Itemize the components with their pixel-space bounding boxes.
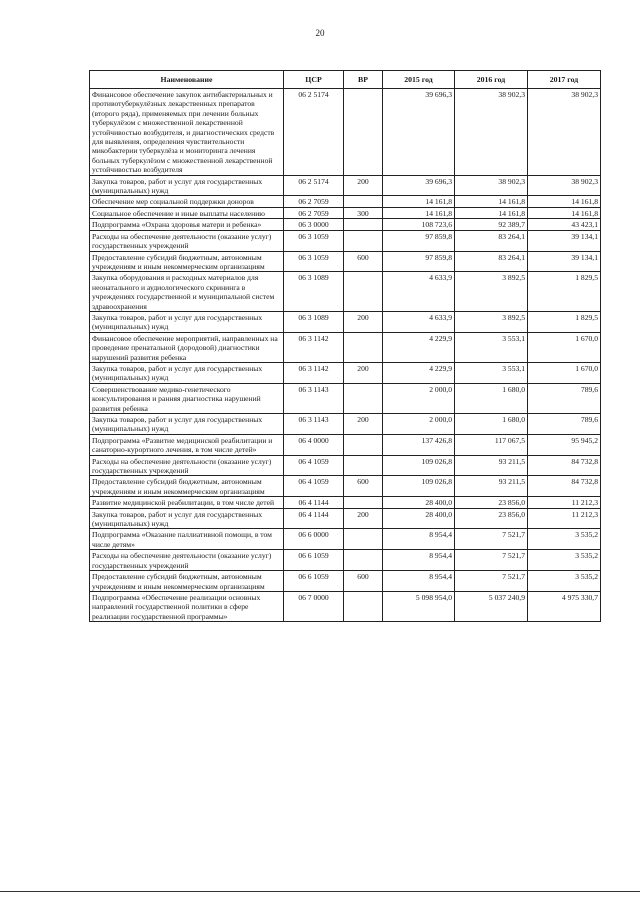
cell-name: Расходы на обеспечение деятельности (оказание услуг) государственных учреждений bbox=[90, 550, 284, 571]
cell-vr bbox=[344, 455, 383, 476]
cell-vr bbox=[344, 434, 383, 455]
table-row bbox=[90, 383, 601, 413]
cell-2015: 4 229,9 bbox=[383, 332, 455, 362]
cell-csr: 06 3 1089 bbox=[284, 272, 344, 312]
cell-2016: 23 856,0 bbox=[455, 508, 528, 529]
cell-csr: 06 3 1143 bbox=[284, 383, 344, 413]
cell-name: Закупка оборудования и расходных материалов для неонатального и аудиологического скрининга в учреждениях государственной и муниципальной систем здравоохранения bbox=[90, 272, 284, 312]
cell-name: Социальное обеспечение и иные выплаты населению bbox=[90, 207, 284, 218]
cell-name: Подпрограмма «Оказание паллиативной помощи, в том числе детям» bbox=[90, 529, 284, 550]
table-row bbox=[90, 434, 601, 455]
cell-name: Развитие медицинской реабилитации, в том числе детей bbox=[90, 497, 284, 508]
cell-2016: 1 680,0 bbox=[455, 383, 528, 413]
cell-2015: 4 633,9 bbox=[383, 272, 455, 312]
cell-vr bbox=[344, 591, 383, 621]
header-2017: 2017 год bbox=[528, 71, 601, 89]
cell-vr bbox=[344, 219, 383, 230]
cell-name: Закупка товаров, работ и услуг для государственных (муниципальных) нужд bbox=[90, 414, 284, 435]
cell-csr: 06 2 7059 bbox=[284, 196, 344, 207]
cell-2015: 2 000,0 bbox=[383, 383, 455, 413]
cell-2016: 7 521,7 bbox=[455, 571, 528, 592]
cell-vr: 600 bbox=[344, 476, 383, 497]
cell-2015: 2 000,0 bbox=[383, 414, 455, 435]
cell-2015: 108 723,6 bbox=[383, 219, 455, 230]
cell-2016: 117 067,5 bbox=[455, 434, 528, 455]
cell-csr: 06 2 5174 bbox=[284, 175, 344, 196]
page-number: 20 bbox=[315, 28, 325, 38]
cell-2015: 109 026,8 bbox=[383, 476, 455, 497]
budget-table bbox=[89, 70, 601, 622]
cell-2016: 3 553,1 bbox=[455, 332, 528, 362]
cell-2016: 3 892,5 bbox=[455, 311, 528, 332]
cell-vr: 600 bbox=[344, 571, 383, 592]
header-2016: 2016 год bbox=[455, 71, 528, 89]
cell-2016: 92 389,7 bbox=[455, 219, 528, 230]
cell-name: Подпрограмма «Обеспечение реализации основных направлений государственной политики в сфере реализации государственной программы» bbox=[90, 591, 284, 621]
cell-name: Расходы на обеспечение деятельности (оказание услуг) государственных учреждений bbox=[90, 455, 284, 476]
cell-name: Обеспечение мер социальной поддержки доноров bbox=[90, 196, 284, 207]
cell-2015: 137 426,8 bbox=[383, 434, 455, 455]
table-row bbox=[90, 414, 601, 435]
cell-vr: 200 bbox=[344, 362, 383, 383]
cell-2015: 4 229,9 bbox=[383, 362, 455, 383]
cell-2017: 3 535,2 bbox=[528, 529, 601, 550]
cell-vr: 200 bbox=[344, 414, 383, 435]
cell-name: Подпрограмма «Развитие медицинской реабилитации и санаторно-курортного лечения, в том числе детей» bbox=[90, 434, 284, 455]
cell-csr: 06 2 5174 bbox=[284, 89, 344, 176]
table-row bbox=[90, 332, 601, 362]
cell-csr: 06 4 1059 bbox=[284, 476, 344, 497]
cell-2017: 1 829,5 bbox=[528, 272, 601, 312]
table-row bbox=[90, 89, 601, 176]
cell-2016: 93 211,5 bbox=[455, 455, 528, 476]
cell-vr bbox=[344, 196, 383, 207]
cell-2016: 23 856,0 bbox=[455, 497, 528, 508]
cell-2016: 38 902,3 bbox=[455, 175, 528, 196]
cell-name: Расходы на обеспечение деятельности (оказание услуг) государственных учреждений bbox=[90, 230, 284, 251]
cell-2015: 109 026,8 bbox=[383, 455, 455, 476]
cell-2017: 1 829,5 bbox=[528, 311, 601, 332]
header-vr: ВР bbox=[344, 71, 383, 89]
cell-2017: 3 535,2 bbox=[528, 571, 601, 592]
cell-2017: 789,6 bbox=[528, 383, 601, 413]
table-row bbox=[90, 497, 601, 508]
cell-2017: 39 134,1 bbox=[528, 251, 601, 272]
cell-vr bbox=[344, 230, 383, 251]
cell-2016: 38 902,3 bbox=[455, 89, 528, 176]
cell-vr: 200 bbox=[344, 175, 383, 196]
cell-csr: 06 6 0000 bbox=[284, 529, 344, 550]
cell-name: Подпрограмма «Охрана здоровья матери и ребенка» bbox=[90, 219, 284, 230]
table-row bbox=[90, 175, 601, 196]
cell-csr: 06 3 0000 bbox=[284, 219, 344, 230]
cell-2017: 38 902,3 bbox=[528, 89, 601, 176]
table-row bbox=[90, 550, 601, 571]
cell-name: Закупка товаров, работ и услуг для государственных (муниципальных) нужд bbox=[90, 175, 284, 196]
cell-2017: 95 945,2 bbox=[528, 434, 601, 455]
cell-2015: 14 161,8 bbox=[383, 196, 455, 207]
cell-csr: 06 4 1144 bbox=[284, 497, 344, 508]
cell-2016: 3 553,1 bbox=[455, 362, 528, 383]
table-row bbox=[90, 251, 601, 272]
cell-2017: 11 212,3 bbox=[528, 508, 601, 529]
cell-2016: 14 161,8 bbox=[455, 196, 528, 207]
cell-2015: 4 633,9 bbox=[383, 311, 455, 332]
cell-name: Финансовое обеспечение мероприятий, направленных на проведение пренатальной (дородовой) диагностики нарушений развития ребенка bbox=[90, 332, 284, 362]
table-row bbox=[90, 455, 601, 476]
cell-csr: 06 3 1089 bbox=[284, 311, 344, 332]
table-row bbox=[90, 529, 601, 550]
cell-name: Закупка товаров, работ и услуг для государственных (муниципальных) нужд bbox=[90, 508, 284, 529]
cell-2017: 3 535,2 bbox=[528, 550, 601, 571]
cell-2017: 11 212,3 bbox=[528, 497, 601, 508]
cell-2015: 39 696,3 bbox=[383, 175, 455, 196]
cell-2016: 93 211,5 bbox=[455, 476, 528, 497]
cell-2016: 83 264,1 bbox=[455, 230, 528, 251]
table-header-row bbox=[90, 71, 601, 89]
cell-name: Предоставление субсидий бюджетным, автономным учреждениям и иным некоммерческим организациям bbox=[90, 476, 284, 497]
cell-vr bbox=[344, 383, 383, 413]
table-body bbox=[90, 89, 601, 622]
table-row bbox=[90, 508, 601, 529]
header-2015: 2015 год bbox=[383, 71, 455, 89]
cell-csr: 06 7 0000 bbox=[284, 591, 344, 621]
cell-2016: 83 264,1 bbox=[455, 251, 528, 272]
cell-vr: 200 bbox=[344, 311, 383, 332]
cell-name: Предоставление субсидий бюджетным, автономным учреждениям и иным некоммерческим организациям bbox=[90, 571, 284, 592]
cell-2016: 7 521,7 bbox=[455, 529, 528, 550]
cell-2017: 14 161,8 bbox=[528, 196, 601, 207]
cell-csr: 06 6 1059 bbox=[284, 571, 344, 592]
cell-2015: 28 400,0 bbox=[383, 497, 455, 508]
cell-vr: 600 bbox=[344, 251, 383, 272]
cell-vr: 200 bbox=[344, 508, 383, 529]
cell-vr bbox=[344, 550, 383, 571]
cell-vr: 300 bbox=[344, 207, 383, 218]
table-row bbox=[90, 362, 601, 383]
header-csr: ЦСР bbox=[284, 71, 344, 89]
cell-csr: 06 3 1142 bbox=[284, 362, 344, 383]
cell-vr bbox=[344, 332, 383, 362]
cell-2017: 38 902,3 bbox=[528, 175, 601, 196]
cell-csr: 06 4 0000 bbox=[284, 434, 344, 455]
page-bottom-rule bbox=[0, 891, 640, 892]
cell-2017: 4 975 330,7 bbox=[528, 591, 601, 621]
cell-csr: 06 4 1059 bbox=[284, 455, 344, 476]
cell-name: Финансовое обеспечение закупок антибактериальных и противотуберкулёзных лекарственных препаратов (второго ряда), применяемых при лечении больных туберкулёзом с множественной лекарственной устойчивостью возбудителя, и диагностических средств для выявления, определения чувствительности микобактерии туберкулёза и мониторинга лечения больных туберкулёзом с множественной лекарственной устойчивостью возбудителя bbox=[90, 89, 284, 176]
table-row bbox=[90, 591, 601, 621]
cell-2016: 3 892,5 bbox=[455, 272, 528, 312]
cell-2015: 97 859,8 bbox=[383, 230, 455, 251]
cell-2016: 14 161,8 bbox=[455, 207, 528, 218]
table-row bbox=[90, 230, 601, 251]
cell-vr bbox=[344, 497, 383, 508]
cell-csr: 06 3 1143 bbox=[284, 414, 344, 435]
cell-name: Закупка товаров, работ и услуг для государственных (муниципальных) нужд bbox=[90, 311, 284, 332]
cell-2015: 97 859,8 bbox=[383, 251, 455, 272]
cell-2017: 1 670,0 bbox=[528, 362, 601, 383]
cell-csr: 06 3 1059 bbox=[284, 251, 344, 272]
cell-2015: 5 098 954,0 bbox=[383, 591, 455, 621]
table-row bbox=[90, 272, 601, 312]
cell-csr: 06 2 7059 bbox=[284, 207, 344, 218]
cell-csr: 06 3 1059 bbox=[284, 230, 344, 251]
cell-2017: 84 732,8 bbox=[528, 476, 601, 497]
cell-vr bbox=[344, 272, 383, 312]
table-row bbox=[90, 207, 601, 218]
cell-name: Совершенствование медико-генетического консультирования и ранняя диагностика нарушений развития ребенка bbox=[90, 383, 284, 413]
cell-name: Закупка товаров, работ и услуг для государственных (муниципальных) нужд bbox=[90, 362, 284, 383]
cell-2017: 1 670,0 bbox=[528, 332, 601, 362]
cell-csr: 06 3 1142 bbox=[284, 332, 344, 362]
cell-2017: 789,6 bbox=[528, 414, 601, 435]
cell-2015: 28 400,0 bbox=[383, 508, 455, 529]
cell-2017: 39 134,1 bbox=[528, 230, 601, 251]
cell-vr bbox=[344, 89, 383, 176]
table-row bbox=[90, 196, 601, 207]
cell-csr: 06 6 1059 bbox=[284, 550, 344, 571]
cell-2015: 8 954,4 bbox=[383, 529, 455, 550]
cell-2016: 1 680,0 bbox=[455, 414, 528, 435]
cell-2015: 8 954,4 bbox=[383, 571, 455, 592]
cell-2015: 39 696,3 bbox=[383, 89, 455, 176]
cell-name: Предоставление субсидий бюджетным, автономным учреждениям и иным некоммерческим организациям bbox=[90, 251, 284, 272]
table-row bbox=[90, 219, 601, 230]
cell-2015: 8 954,4 bbox=[383, 550, 455, 571]
cell-2016: 7 521,7 bbox=[455, 550, 528, 571]
cell-2017: 14 161,8 bbox=[528, 207, 601, 218]
cell-2017: 43 423,1 bbox=[528, 219, 601, 230]
cell-2017: 84 732,8 bbox=[528, 455, 601, 476]
cell-2016: 5 037 240,9 bbox=[455, 591, 528, 621]
header-name: Наименование bbox=[90, 71, 284, 89]
table-row bbox=[90, 311, 601, 332]
cell-vr bbox=[344, 529, 383, 550]
table-row bbox=[90, 571, 601, 592]
table-row bbox=[90, 476, 601, 497]
cell-2015: 14 161,8 bbox=[383, 207, 455, 218]
cell-csr: 06 4 1144 bbox=[284, 508, 344, 529]
